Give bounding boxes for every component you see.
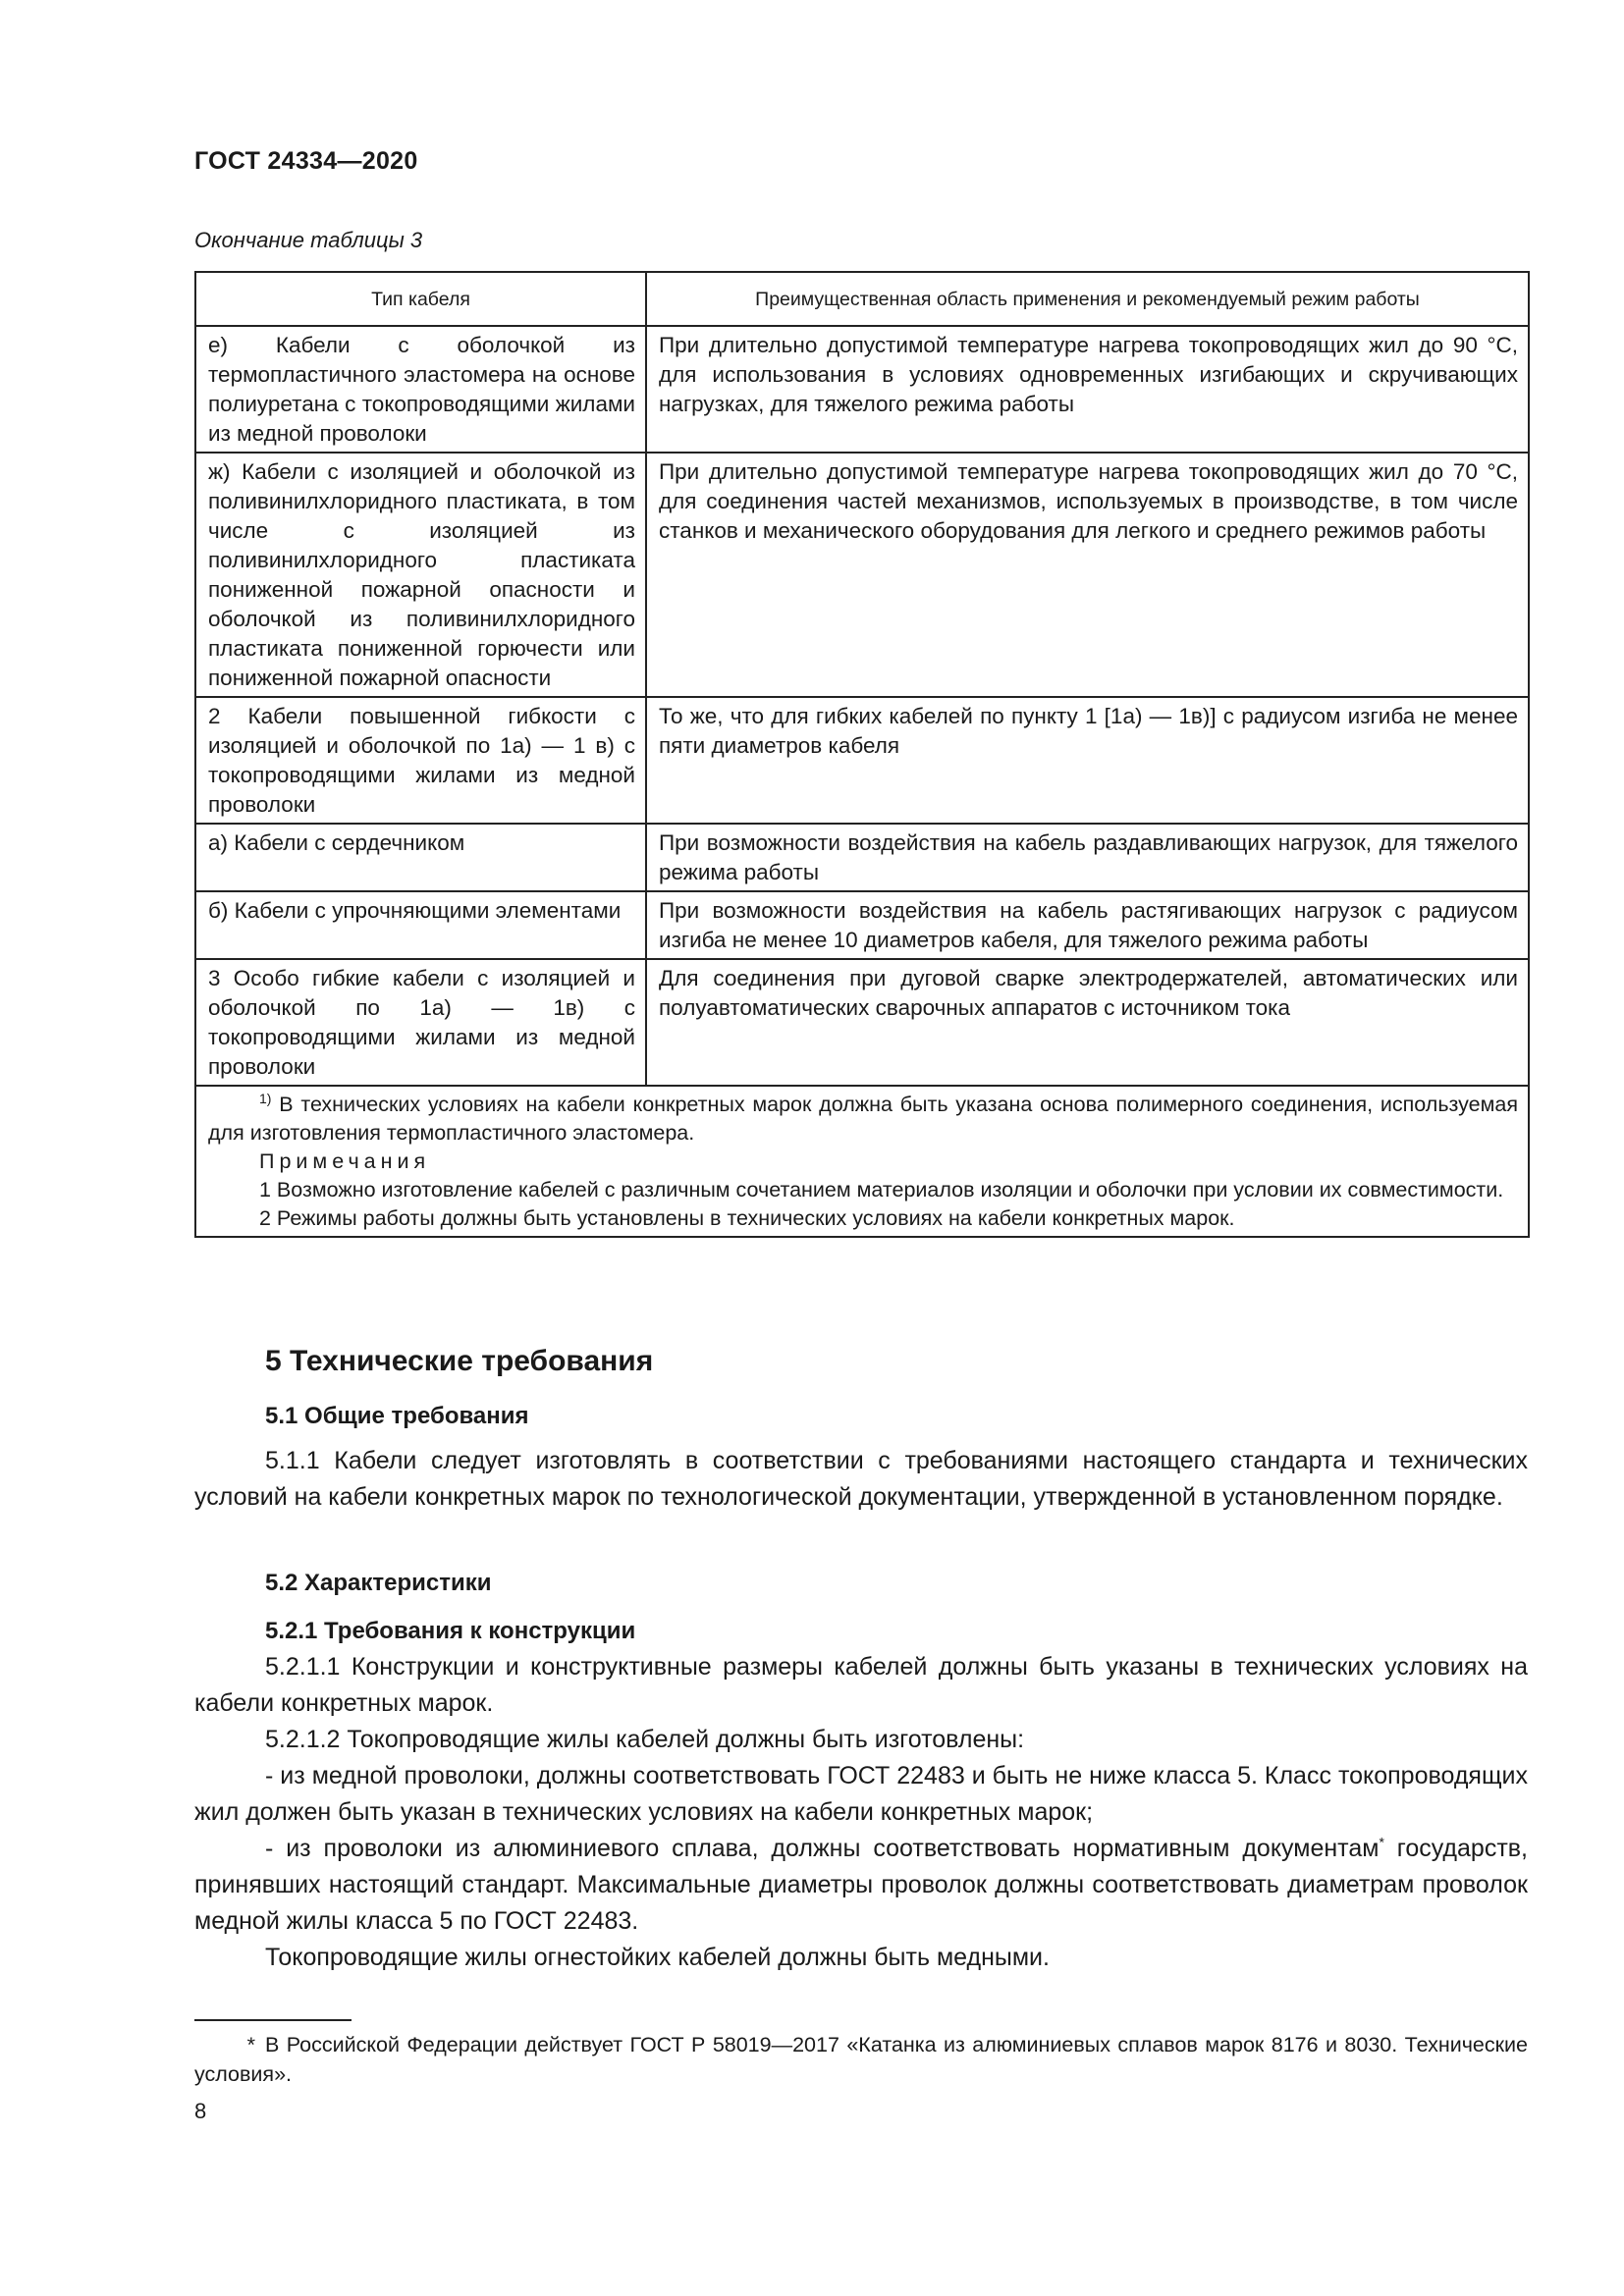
bullet-aluminium-text-a: - из проволоки из алюминиевого сплава, должны соответствовать нормативным документам: [265, 1835, 1380, 1862]
footnote-mark: 1): [259, 1090, 272, 1106]
section-5-1-heading: 5.1 Общие требования: [265, 1403, 529, 1429]
cable-types-table: [194, 271, 1530, 1238]
cell-cable-type: б) Кабели с упрочняющими элементами: [195, 891, 646, 959]
footnote-separator: [194, 2019, 352, 2021]
section-5-heading: 5 Технические требования: [265, 1345, 654, 1377]
page-footnote: [194, 2030, 1528, 2089]
paragraph-5-1-1: [194, 1443, 1528, 1516]
page-number: 8: [194, 2099, 207, 2123]
table-notes-row: [195, 1086, 1529, 1237]
header-application: Преимущественная область применения и рекомендуемый режим работы: [646, 272, 1529, 326]
bullet-aluminium-text-b: государств, принявших настоящий стандарт. Максимальные диаметры проволок должны соответствовать диаметрам проволок медной жилы класса 5 по ГОСТ 22483.: [194, 1835, 1528, 1935]
note-item: 1 Возможно изготовление кабелей с различным сочетанием материалов изоляции и оболочки при условии их совместимости.: [259, 1178, 1504, 1201]
bullet-copper: - из медной проволоки, должны соответствовать ГОСТ 22483 и быть не ниже класса 5. Класс токопроводящих жил должен быть указан в технических условиях на кабели конкретных марок;: [194, 1762, 1528, 1826]
paragraph-text: 5.1.1 Кабели следует изготовлять в соответствии с требованиями настоящего стандарта и технических условий на кабели конкретных марок по технологической документации, утвержденной в установленном порядке.: [194, 1447, 1528, 1511]
cell-application: То же, что для гибких кабелей по пункту 1 [1а) — 1в)] с радиусом изгиба не менее пяти диаметров кабеля: [646, 697, 1529, 824]
table-notes-cell: [195, 1086, 1529, 1237]
table-row: [195, 453, 1529, 697]
document-code: ГОСТ 24334—2020: [194, 147, 418, 175]
footnote-ref-mark: *: [1379, 1834, 1384, 1850]
table-row: [195, 824, 1529, 891]
table-continuation-caption: Окончание таблицы 3: [194, 228, 423, 252]
table-footnote-text: В технических условиях на кабели конкретных марок должна быть указана основа полимерного соединения, используемая для изготовления термопластичного эластомера.: [208, 1093, 1518, 1145]
cell-application: При возможности воздействия на кабель растягивающих нагрузок с радиусом изгиба не менее 10 диаметров кабеля, для тяжелого режима работы: [646, 891, 1529, 959]
cell-cable-type: ж) Кабели с изоляцией и оболочкой из поливинилхлоридного пластиката, в том числе с изоляцией из поливинилхлоридного пластиката пониженной пожарной опасности и оболочкой из поливинилхлоридного пластиката пониженной горючести или пониженной пожарной опасности: [195, 453, 646, 697]
cell-cable-type: а) Кабели с сердечником: [195, 824, 646, 891]
table-row: [195, 326, 1529, 453]
table-row: [195, 697, 1529, 824]
table-header-row: [195, 272, 1529, 326]
table-row: [195, 891, 1529, 959]
bullet-aluminium: [194, 1831, 1528, 1940]
note-item: 2 Режимы работы должны быть установлены в технических условиях на кабели конкретных марок.: [259, 1206, 1235, 1230]
paragraph-5-2-1-1: 5.2.1.1 Конструкции и конструктивные размеры кабелей должны быть указаны в технических условиях на кабели конкретных марок.: [194, 1653, 1528, 1717]
notes-title: Примечания: [259, 1149, 431, 1173]
paragraph-fire-resistant: Токопроводящие жилы огнестойких кабелей должны быть медными.: [265, 1944, 1050, 1971]
cell-cable-type: 3 Особо гибкие кабели с изоляцией и оболочкой по 1а) — 1в) с токопроводящими жилами из медной проволоки: [195, 959, 646, 1086]
page-footnote-text: В Российской Федерации действует ГОСТ Р 58019—2017 «Катанка из алюминиевых сплавов марок 8176 и 8030. Технические условия».: [194, 2033, 1528, 2086]
cell-application: При длительно допустимой температуре нагрева токопроводящих жил до 90 °С, для использования в условиях одновременных изгибающих и скручивающих нагрузках, для тяжелого режима работы: [646, 326, 1529, 453]
section-5-2-1-heading: 5.2.1 Требования к конструкции: [265, 1618, 636, 1644]
paragraphs-5-2-1: [194, 1649, 1528, 1976]
paragraph-5-2-1-2: 5.2.1.2 Токопроводящие жилы кабелей должны быть изготовлены:: [265, 1726, 1025, 1753]
table-footnote: [208, 1091, 1518, 1148]
cell-cable-type: 2 Кабели повышенной гибкости с изоляцией и оболочкой по 1а) — 1 в) с токопроводящими жилами из медной проволоки: [195, 697, 646, 824]
table-row: [195, 959, 1529, 1086]
section-5-2-heading: 5.2 Характеристики: [265, 1570, 492, 1596]
cell-application: Для соединения при дуговой сварке электродержателей, автоматических или полуавтоматических сварочных аппаратов с источником тока: [646, 959, 1529, 1086]
page-footnote-mark: *: [246, 2033, 255, 2056]
header-cable-type: Тип кабеля: [195, 272, 646, 326]
cell-cable-type: е) Кабели с оболочкой из термопластичного эластомера на основе полиуретана с токопроводящими жилами из медной проволоки: [195, 326, 646, 453]
cell-application: При длительно допустимой температуре нагрева токопроводящих жил до 70 °С, для соединения частей механизмов, используемых в производстве, в том числе станков и механического оборудования для легкого и среднего режимов работы: [646, 453, 1529, 697]
cell-application: При возможности воздействия на кабель раздавливающих нагрузок, для тяжелого режима работы: [646, 824, 1529, 891]
